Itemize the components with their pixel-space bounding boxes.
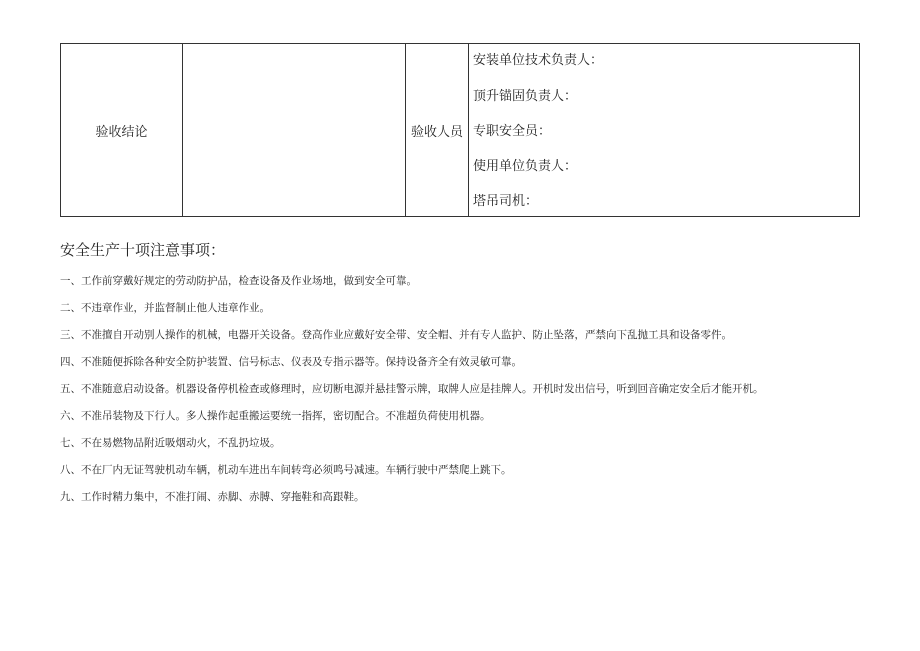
list-item: 三、不准擅自开动别人操作的机械，电器开关设备。登高作业应戴好安全带、安全帽、并有专人监护、防止坠落，严禁向下乱抛工具和设备零件。 — [60, 329, 732, 341]
list-item: 九、工作时精力集中，不准打闹、赤脚、赤膊、穿拖鞋和高跟鞋。 — [60, 491, 365, 503]
acceptance-conclusion-value — [183, 44, 406, 217]
list-item: 四、不准随便拆除各种安全防护装置、信号标志、仪表及专指示器等。保持设备齐全有效灵敏可靠。 — [60, 356, 522, 368]
list-item: 八、不在厂内无证驾驶机动车辆，机动车进出车间转弯必须鸣号减速。车辆行驶中严禁爬上跳下。 — [60, 464, 512, 476]
acceptance-conclusion-label: 验收结论 — [61, 44, 183, 217]
notes-list — [60, 274, 860, 517]
acceptance-staff-label: 验收人员 — [410, 124, 463, 140]
signer-crane-operator: 塔吊司机： — [473, 193, 539, 209]
signer-install-tech-lead: 安装单位技术负责人： — [473, 52, 604, 68]
list-item: 二、不违章作业，并监督制止他人违章作业。 — [60, 302, 270, 314]
list-item: 五、不准随意启动设备。机器设备停机检查或修理时，应切断电源并悬挂警示牌，取牌人应是挂牌人。开机时发出信号，听到回音确定安全后才能开机。 — [60, 383, 764, 395]
acceptance-staff-cell — [406, 44, 469, 217]
acceptance-signers-cell — [469, 44, 860, 217]
list-item: 一、工作前穿戴好规定的劳动防护品，检查设备及作业场地，做到安全可靠。 — [60, 275, 417, 287]
notes-title: 安全生产十项注意事项： — [60, 241, 226, 259]
signer-safety-officer: 专职安全员： — [473, 123, 552, 139]
list-item: 六、不准吊装物及下行人。多人操作起重搬运要统一指挥，密切配合。不准超负荷使用机器。 — [60, 410, 491, 422]
acceptance-row — [61, 44, 860, 217]
signer-user-unit-lead: 使用单位负责人： — [473, 158, 578, 174]
list-item: 七、不在易燃物品附近吸烟动火，不乱扔垃圾。 — [60, 437, 281, 449]
signer-jacking-anchor-lead: 顶升锚固负责人： — [473, 88, 578, 104]
acceptance-table — [60, 43, 860, 217]
